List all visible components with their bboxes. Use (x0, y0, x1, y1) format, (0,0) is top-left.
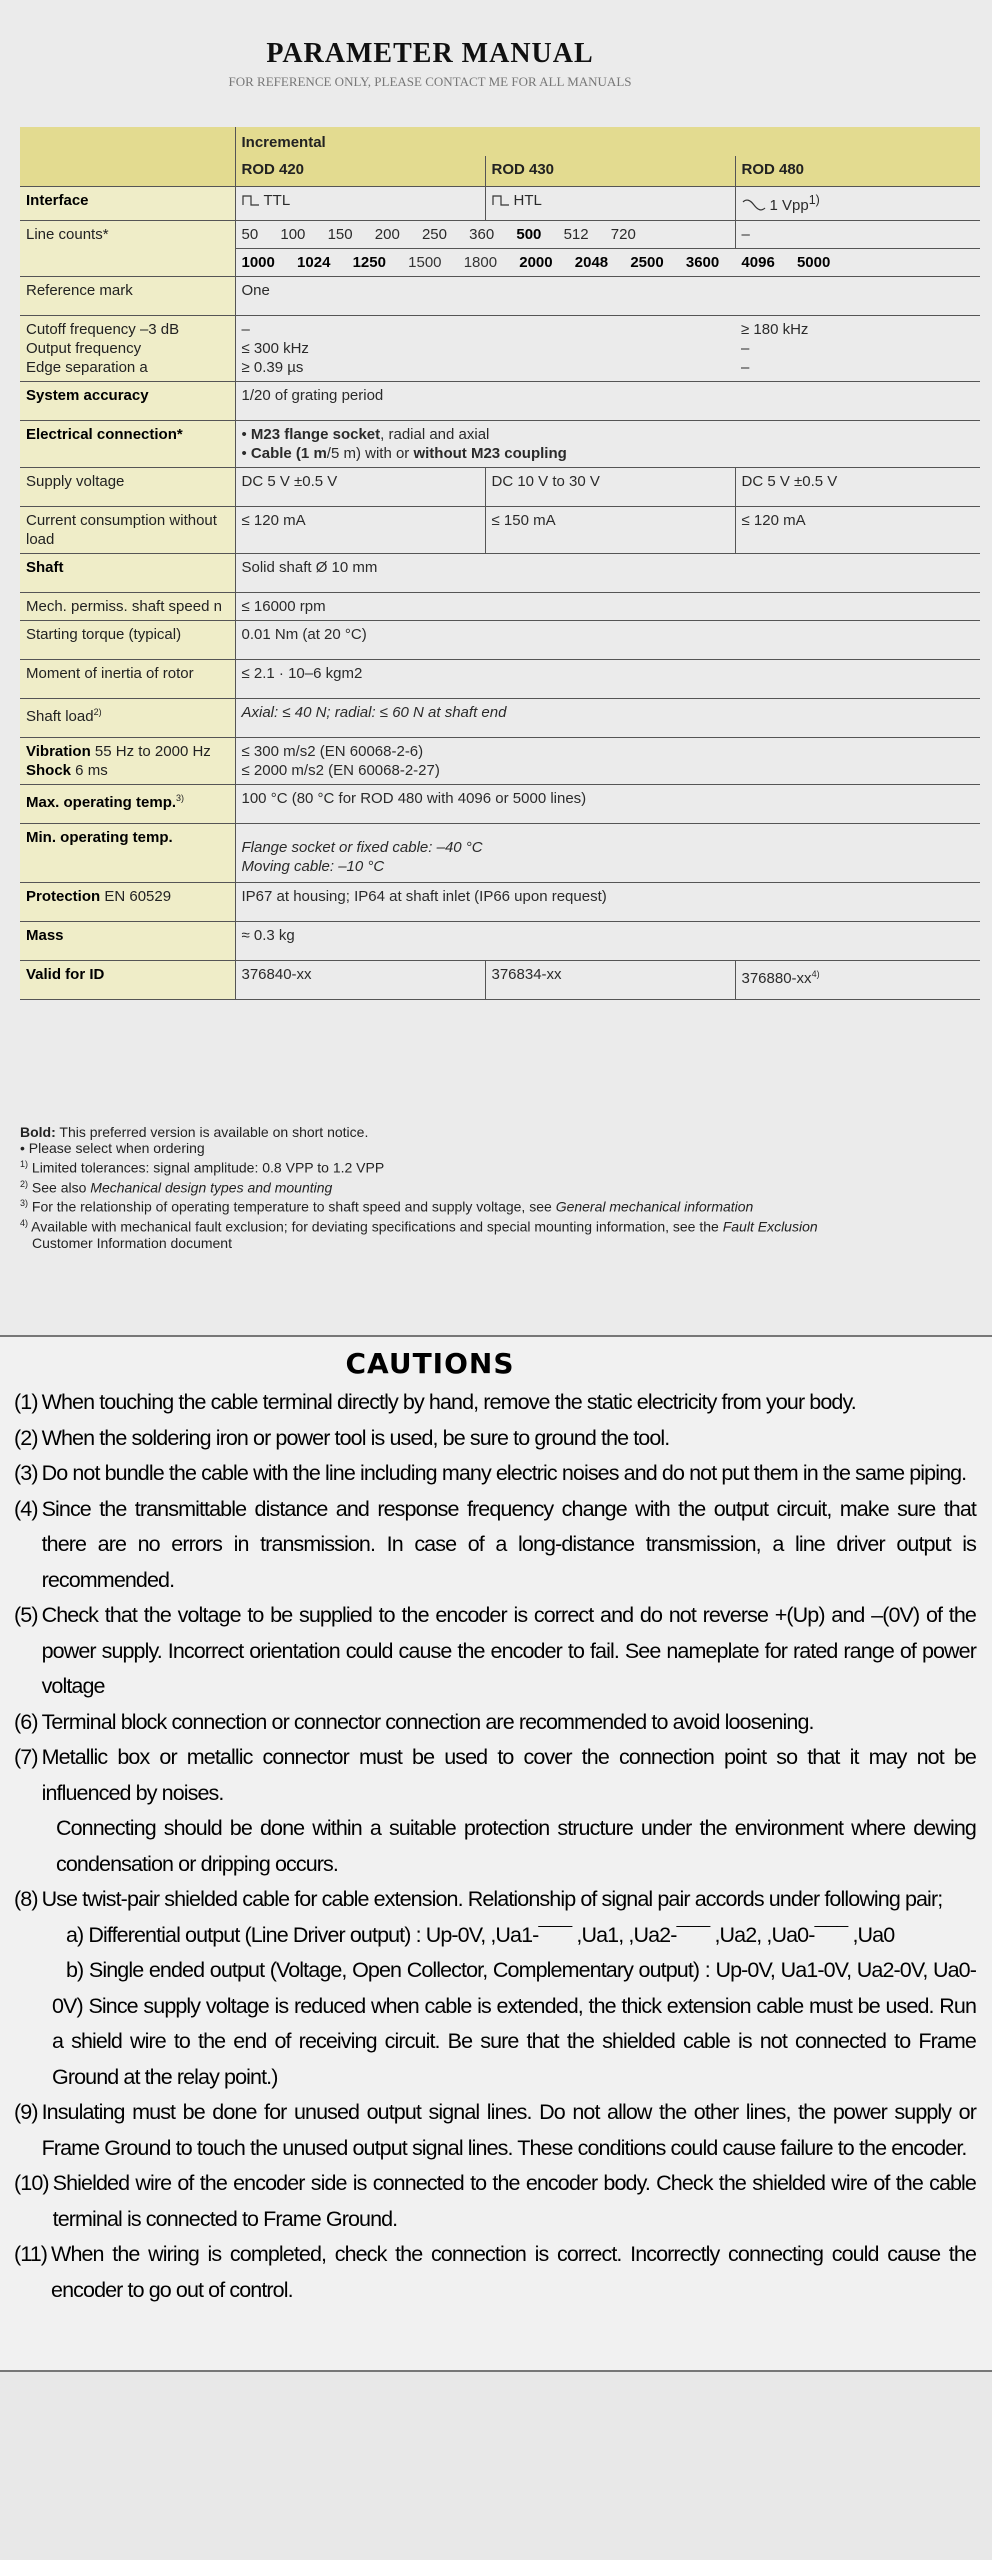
line-count: 5000 (796, 253, 831, 271)
row-supply (20, 467, 980, 506)
electrical-value: • M23 flange socket, radial and axial • Cable (1 m/5 m) with or without M23 coupling (235, 420, 980, 467)
page-title: PARAMETER MANUAL (266, 38, 594, 69)
table-header-group (20, 127, 980, 156)
caution-number: (8) (14, 1887, 38, 1911)
interface-htl: HTL (513, 192, 542, 209)
min-temp-fixed: Flange socket or fixed cable: –40 °C (241, 838, 483, 856)
caution-item (14, 1705, 976, 1741)
caution-8-a: a) Differential output (Line Driver output) : Up-0V, ,Ua1-¯¯¯ ,Ua1, ,Ua2-¯¯¯ ,Ua2, ,Ua0-¯¯¯ ,Ua0 (66, 1922, 895, 1947)
caution-item (14, 1385, 976, 1421)
valid-id-label: Valid for ID (26, 965, 105, 983)
caution-text: Insulating must be done for unused output signal lines. Do not allow the other lines, the power supply or Frame Ground to touch the unused output signal lines. These conditions could cause failure to the encoder. (41, 2100, 976, 2160)
min-temp-label: Min. operating temp. (26, 828, 173, 846)
min-temp-moving: Moving cable: –10 °C (241, 857, 385, 875)
valid-rod480: 376880-xx (741, 969, 812, 987)
current-rod480: ≤ 120 mA (735, 506, 980, 553)
edge-separation-label: Edge separation a (26, 358, 148, 376)
cautions-list (14, 1385, 976, 2308)
spec-table (20, 127, 980, 1000)
caution-number: (4) (14, 1496, 38, 1521)
caution-item (14, 1598, 976, 1705)
line-count: 150 (327, 225, 353, 243)
line-count: 1500 (408, 253, 442, 271)
row-accuracy (20, 381, 980, 420)
line-count: 50 (241, 225, 259, 243)
current-rod430: ≤ 150 mA (485, 506, 735, 553)
note-3-text: For the relationship of operating temperature to shaft speed and supply voltage, see (31, 1198, 556, 1215)
line-count: 250 (421, 225, 447, 243)
caution-text: When the wiring is completed, check the connection is correct. Incorrectly connecting could cause the encoder to go out of control. (51, 2242, 976, 2302)
cautions-title: CAUTIONS (345, 1347, 515, 1380)
vibration-values (235, 737, 980, 784)
row-electrical (20, 420, 980, 467)
electrical-coupling: without M23 coupling (413, 444, 567, 462)
mass-value: ≈ 0.3 kg (235, 921, 980, 960)
line-count: 720 (610, 225, 636, 243)
supply-rod480: DC 5 V ±0.5 V (735, 467, 980, 506)
inertia-value: ≤ 2.1 · 10–6 kgm2 (235, 659, 980, 698)
line-count: 1024 (297, 253, 331, 271)
note-3: $^{3)}$ For the relationship of operating temperature to shaft speed and supply voltage, see General mechanical information (20, 1198, 754, 1215)
row-cutoff (20, 315, 980, 381)
line-counts-rod480: – (735, 220, 980, 248)
model-rod480: ROD 480 (735, 156, 980, 187)
line-count: 4096 (741, 253, 775, 271)
row-interface (20, 187, 980, 221)
line-count: 3600 (685, 253, 720, 271)
max-temp-label: Max. operating temp. (26, 793, 177, 811)
caution-number: (1) (14, 1390, 38, 1414)
table-header-models (20, 156, 980, 187)
caution-item (14, 2095, 976, 2166)
row-shaft (20, 553, 980, 592)
row-speed (20, 592, 980, 620)
row-torque (20, 620, 980, 659)
caution-item (14, 2237, 976, 2308)
note-3-ref: General mechanical information (555, 1198, 754, 1215)
group-label: Incremental (235, 127, 980, 156)
electrical-cable: Cable (1 m (250, 444, 327, 462)
cutoff-values-rod480 (735, 315, 980, 381)
caution-number: (5) (14, 1603, 38, 1627)
supply-rod430: DC 10 V to 30 V (485, 467, 735, 506)
row-shaft-load (20, 698, 980, 737)
mass-label: Mass (26, 926, 64, 944)
note-1-text: Limited tolerances: signal amplitude: 0.8 VPP to 1.2 VPP (31, 1159, 385, 1176)
caution-item (14, 1456, 976, 1492)
vibration-label-rest: 55 Hz to 2000 Hz (90, 742, 211, 760)
interface-1vpp: 1 Vpp (769, 197, 809, 214)
caution-item (14, 1421, 976, 1457)
note-4-ref: Fault Exclusion (722, 1218, 818, 1235)
inertia-label: Moment of inertia of rotor (20, 659, 235, 698)
edge-separation-rod480: – (741, 358, 750, 376)
electrical-flange: M23 flange socket (250, 425, 381, 443)
caution-text: Do not bundle the cable with the line including many electric noises and do not put them in the same piping. (41, 1461, 967, 1485)
note-4-cont: Customer Information document (32, 1234, 232, 1251)
note-bold-label: Bold: (20, 1124, 56, 1140)
note-star: • Please select when ordering (20, 1140, 205, 1156)
caution-text: When the soldering iron or power tool is used, be sure to ground the tool. (41, 1425, 670, 1450)
caution-number: (10) (14, 2171, 49, 2195)
current-label: Current consumption without load (20, 506, 235, 553)
output-frequency-value: ≤ 300 kHz (241, 339, 309, 357)
line-count: 1250 (352, 253, 386, 271)
note-1: $^{1)}$ Limited tolerances: signal amplitude: 0.8 VPP to 1.2 VPP (20, 1159, 385, 1176)
caution-text: Use twist-pair shielded cable for cable extension. Relationship of signal pair accords under following pair; (41, 1887, 943, 1911)
model-rod420: ROD 420 (235, 156, 485, 187)
electrical-cable-mid: /5 m) with or (326, 444, 414, 462)
note-4: $^{4)}$ Available with mechanical fault exclusion; for deviating specifications and special mounting information, see the Fault Exclusion (20, 1217, 818, 1235)
protection-value: IP67 at housing; IP64 at shaft inlet (IP66 upon request) (235, 882, 980, 921)
caution-item (14, 1492, 976, 1599)
supply-label: Supply voltage (20, 467, 235, 506)
caution-text: Since the transmittable distance and response frequency change with the output circuit, make sure that there are no errors in transmission. In case of a long-distance transmission, a line driver output is recommended. (41, 1496, 976, 1592)
sine-wave-icon (742, 197, 766, 216)
min-temp-values (235, 823, 980, 882)
note-2: $^{2)}$ See also Mechanical design types and mounting (20, 1178, 333, 1196)
caution-item (14, 2166, 976, 2237)
interface-footnote: 1) (808, 193, 820, 207)
line-count: 100 (280, 225, 306, 243)
edge-separation-value: ≥ 0.39 µs (241, 358, 304, 376)
vibration-label: Vibration (26, 742, 91, 760)
cutoff-labels (20, 315, 235, 381)
max-temp-footnote: 3) (176, 792, 185, 803)
electrical-flange-rest: , radial and axial (380, 425, 490, 443)
shaft-label: Shaft (26, 558, 64, 576)
electrical-label: Electrical connection* (26, 425, 183, 443)
caution-text: Check that the voltage to be supplied to the encoder is correct and do not reverse +(Up) and –(0V) of the power supply. Incorrect orientation could cause the encoder to fail. See nameplate for rated range of power voltage (41, 1603, 976, 1698)
shaft-value: Solid shaft Ø 10 mm (235, 553, 980, 592)
caution-text: Terminal block connection or connector connection are recommended to avoid loosening. (41, 1709, 814, 1734)
line-count: 512 (563, 225, 589, 243)
valid-rod430: 376834-xx (485, 960, 735, 999)
reference-mark-value: One (235, 276, 980, 315)
square-wave-icon (242, 192, 260, 211)
line-count: 1000 (241, 253, 275, 271)
row-min-temp (20, 823, 980, 882)
row-inertia (20, 659, 980, 698)
line-counts-row2 (235, 248, 980, 276)
caution-8-b: b) Single ended output (Voltage, Open Collector, Complementary output) : Up-0V, Ua1-0V, Ua2-0V, Ua0-0V) Since supply voltage is reduced when cable is extended, the thick extension cable must be used. Run a shield wire to the end of receiving circuit. Be sure that the shielded cable is not connected to Frame Ground at the relay point.) (52, 1958, 976, 2089)
row-current (20, 506, 980, 553)
line-count: 360 (469, 225, 495, 243)
torque-label: Starting torque (typical) (20, 620, 235, 659)
output-frequency-rod480: – (741, 339, 750, 357)
row-max-temp (20, 784, 980, 823)
row-reference-mark (20, 276, 980, 315)
line-count: 2500 (630, 253, 664, 271)
caution-7-extra: Connecting should be done within a suitable protection structure under the environment where dewing condensation or dripping occurs. (56, 1816, 976, 1876)
cutoff-label: Cutoff frequency –3 dB (26, 320, 180, 338)
shock-value: ≤ 2000 m/s2 (EN 60068-2-27) (241, 761, 440, 779)
output-frequency-label: Output frequency (26, 339, 142, 357)
accuracy-label: System accuracy (26, 386, 149, 404)
max-temp-value: 100 °C (80 °C for ROD 480 with 4096 or 5000 lines) (235, 784, 980, 823)
supply-rod420: DC 5 V ±0.5 V (235, 467, 485, 506)
footnotes (20, 1124, 980, 1251)
line-count: 2000 (519, 253, 553, 271)
row-mass (20, 921, 980, 960)
shaft-load-value: Axial: ≤ 40 N; radial: ≤ 60 N at shaft end (235, 698, 980, 737)
protection-standard: EN 60529 (100, 887, 172, 905)
cutoff-values (235, 315, 735, 381)
reference-mark-label: Reference mark (20, 276, 235, 315)
row-protection (20, 882, 980, 921)
caution-number: (6) (14, 1709, 38, 1734)
valid-rod480-footnote: 4) (811, 968, 820, 979)
caution-number: (11) (14, 2242, 48, 2266)
interface-label: Interface (26, 192, 89, 209)
cutoff-value: – (241, 320, 250, 338)
shock-label-rest: 6 ms (71, 761, 108, 779)
line-count: 200 (374, 225, 400, 243)
note-2-text: See also (31, 1179, 91, 1196)
note-2-ref: Mechanical design types and mounting (90, 1179, 333, 1196)
shaft-load-footnote: 2) (93, 706, 102, 717)
vibration-labels (20, 737, 235, 784)
current-rod420: ≤ 120 mA (235, 506, 485, 553)
shock-label: Shock (26, 761, 72, 779)
speed-value: ≤ 16000 rpm (235, 592, 980, 620)
caution-item (14, 1882, 976, 1918)
speed-label: Mech. permiss. shaft speed n (20, 592, 235, 620)
row-vibration (20, 737, 980, 784)
cutoff-value-rod480: ≥ 180 kHz (741, 320, 809, 338)
caution-number: (3) (14, 1461, 38, 1485)
caution-item (14, 1740, 976, 1811)
row-line-counts (20, 220, 980, 248)
square-wave-icon (492, 192, 510, 211)
caution-text: Metallic box or metallic connector must be used to cover the connection point so that it may not be influenced by noises. (41, 1745, 976, 1805)
line-counts-row1 (235, 220, 735, 248)
caution-text: Shielded wire of the encoder side is connected to the encoder body. Check the shielded wire of the cable terminal is connected to Frame Ground. (52, 2171, 976, 2231)
caution-text: When touching the cable terminal directly by hand, remove the static electricity from your body. (41, 1390, 856, 1414)
line-counts-label: Line counts* (20, 220, 235, 276)
shaft-load-label: Shaft load (26, 707, 94, 725)
line-count: 1800 (463, 253, 498, 271)
page-subtitle: FOR REFERENCE ONLY, PLEASE CONTACT ME FOR ALL MANUALS (228, 74, 632, 89)
model-rod430: ROD 430 (485, 156, 735, 187)
interface-ttl: TTL (263, 192, 291, 209)
note-bold-text: This preferred version is available on short notice. (55, 1124, 369, 1140)
torque-value: 0.01 Nm (at 20 °C) (235, 620, 980, 659)
row-valid-id (20, 960, 980, 999)
valid-rod420: 376840-xx (235, 960, 485, 999)
protection-label: Protection (26, 887, 101, 905)
accuracy-value: 1/20 of grating period (235, 381, 980, 420)
line-count: 500 (516, 225, 542, 243)
caution-number: (2) (14, 1425, 38, 1450)
line-count: 2048 (574, 253, 609, 271)
note-4-text: Available with mechanical fault exclusion; for deviating specifications and special mounting information, see the (31, 1218, 723, 1235)
caution-number: (7) (14, 1745, 38, 1769)
cautions-section (0, 1337, 992, 2372)
caution-number: (9) (14, 2100, 38, 2124)
vibration-value: ≤ 300 m/s2 (EN 60068-2-6) (241, 742, 424, 760)
